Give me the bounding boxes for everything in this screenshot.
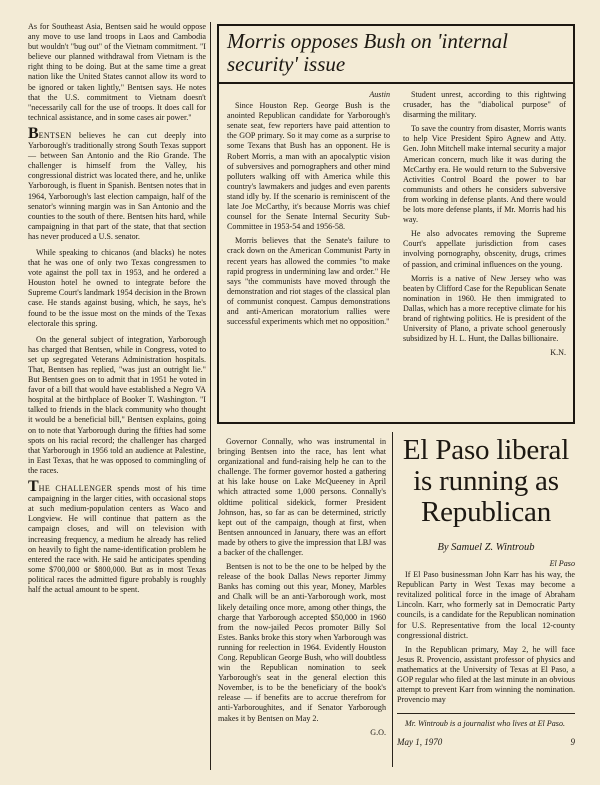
paragraph: On the general subject of integration, Yarborough has charged that Bentsen, while in Congress, voted to set up segregated Veterans Administration hospitals. That, Bentsen has replied, "was just an outright lie." But Bentsen goes on to admit that in 1951 he voted in favor of a bill that would have established a Negro VA hospital at the birthplace of Booker T. Washington. "I talked to friends in the black community who thought it would be a beneficial bill," Bentsen explains, going on to note that Yarborough during the fifties had some spots on his racial record; the challenger has charged that Yarborough in 1956 told an audience at Palestine, in East Texas, that he was opposed to commingling of the races. <box>28 334 206 475</box>
issue-date: May 1, 1970 <box>397 737 443 747</box>
box-header <box>219 26 573 84</box>
morris-sidebar-box <box>217 24 575 424</box>
author-note: Mr. Wintroub is a journalist who lives at El Paso. <box>405 719 566 729</box>
column-divider <box>392 432 393 767</box>
paragraph: Student unrest, according to this rightwing crusader, has the "diabolical purpose" of disarming the military. <box>403 90 566 120</box>
paragraph-text: spends most of his time campaigning in the larger cities, with occasional stops at such medium-population centers as Waco and Longview. He will continue that pattern as the campaign closes, and will on television with increasing frequency, a medium he already has relied on heavily to fight the name-identification problem he entered the race with. He said he anticipates spending some $700,000 or $800,000. But as in most Texas political races the admitted figure probably is roughly half the actual amount to be spent. <box>28 484 206 594</box>
paragraph: While speaking to chicanos (and blacks) he notes that he was one of only two Texas congressmen to vote against the poll tax in 1953, and he ordered a Houston hotel he owned to integrate before the Supreme Court's landmark 1954 decision in the Brown case. He stands against busing, which, he says, he's found to be the issue most on the minds of the Texas electorale this spring. <box>28 247 206 328</box>
morris-headline: Morris opposes Bush on 'internal security' issue <box>227 29 508 76</box>
elpaso-body <box>397 559 575 729</box>
bentsen-continued-column <box>218 437 386 738</box>
paragraph: To save the country from disaster, Morris wants to help Vice President Spiro Agnew and Atty. Gen. John Mitchell make internal security a major American concern, much like it was during the McCarthy era. He would return to the Subversive Activities Control Board the power to bar communists and others he considers subversive from working in defense plants. And there would be lots more defense plants, if Mr. Morris had his way. <box>403 124 566 225</box>
page-number: 9 <box>570 737 575 747</box>
drop-cap: B <box>28 124 39 142</box>
signature-line <box>403 348 566 358</box>
lead-in: HE CHALLENGER <box>38 484 113 494</box>
drop-cap: T <box>28 478 39 496</box>
page-footer <box>397 737 575 747</box>
paragraph: Bentsen is not to be the one to be helped by the release of the book Dallas News reporter Jimmy Banks has coming out this year, Money, Marbles and Chalk will be an anti-Yarborough work, most likely detailing once more, among other things, the charge that Yarborough accepted $50,000 in 1960 from the now-jailed Pecos promoter Billy Sol Estes. Banks broke this story when Yarborough was running for reelection in 1964. Evidently Houston Cong. Republican George Bush, who will doubtless win the Republican nomination to seek Yarborough's seat in the general election this November, is to be the beneficiary of the book's release — if benefits are to accrue therefrom for anti-Yarboroughites, and if Senator Yarborough makes it by Bentsen on May 2. <box>218 562 387 723</box>
dateline: Austin <box>369 90 390 99</box>
paragraph <box>28 124 206 242</box>
paragraph: Morris is a native of New Jersey who was beaten by Clifford Case for the Republican Senate nomination in 1960. He then immigrated to Dallas, which has a more receptive climate for his brand of rightwing politics. He is president of the University of Plano, a private school generously subsidized by H. L. Hunt, the Dallas billionaire. <box>403 273 566 344</box>
paragraph-text: believes he can cut deeply into Yarborough's traditionally strong South Texas support — between San Antonio and the Rio Grande. The challenger is himself from the Valley, his congressional district was located there, and he, unlike Yarborough, is fluent in Spanish. Bentsen notes that in 1964, Yarborough's last election campaign, half of the senator's winning margin was in San Antonio and the counties to the south of there. Bentsen hits hard, while campaigning in that part of the state, that that section has never produced a U.S. senator. <box>28 130 206 241</box>
signature-line <box>218 728 386 738</box>
elpaso-article <box>397 435 575 729</box>
paragraph: Since Houston Rep. George Bush is the anointed Republican candidate for Yarborough's senate seat, few reporters have paid attention to the GOP primary. So it may come as a surprise to some Texans that Bush has an opponent. He is Robert Morris, a man with an apocalyptic vision of subversives and pornographers and other mind polluters walking off with America while this country's lawmakers and judges and even parents stand idly by. If the scenario is reminiscent of the late Joe McCarthy, it's because Morris was chief counsel for the Senate Internal Security Sub-Committee in 1953-54 and 1956-58. <box>227 101 390 232</box>
divider <box>397 713 575 714</box>
paragraph: Governor Connally, who was instrumental in bringing Bentsen into the race, has lent what organizational and fund-raising help he can to the challenge. The former governor hosted a gathering at his lake house on Lake McQueeney in April which attracted some 1,000 persons. Connally's oldtime political sidekick, former President Johnson, has, so far as can be determined, strictly kept out of the campaign, though at first, when Bentsen announced in January, there was an effort made by others to give the impression that LBJ was a backer of the challenger. <box>218 437 386 558</box>
column-divider <box>210 22 211 770</box>
elpaso-headline: El Paso liberal is running as Republican <box>402 434 570 528</box>
morris-column-2 <box>403 90 566 358</box>
paragraph <box>28 478 206 595</box>
author-initials: K.N. <box>550 348 566 358</box>
dateline: El Paso <box>549 559 575 568</box>
bentsen-article-column <box>28 22 206 601</box>
morris-column-1 <box>227 90 390 331</box>
paragraph: He also advocates removing the Supreme Court's appellate jurisdiction from cases involving pornography, obscenity, drugs, crimes of passion, and criminal influences on the young. <box>403 229 566 269</box>
paragraph: As for Southeast Asia, Bentsen said he would oppose any move to use land troops in Laos and Cambodia but wouldn't "bug out" of the Vietnam commitment. "I believe our planned withdrawal from Vietnam is the right thing to be doing. But at the same time a great nation like the United States cannot allow its word to be ignored or taken lightly," Bentsen says. He notes that the U.S. commitment to Vietnam doesn't "necessarily call for the use of troops. It does call for technical assistance, and in some cases air power." <box>28 22 206 122</box>
paragraph: If El Paso businessman John Karr has his way, the Republican Party in West Texas may become a revitalized political force in the image of Abraham Lincoln. Karr, who formerly sat in Democratic Party councils, is a candidate for the Republican nomination for U.S. Representative from the local 12-county congressional district. <box>397 570 575 640</box>
paragraph: Morris believes that the Senate's failure to crack down on the American Communist Party in recent years has allowed the commies "to make rapid progress in undermining law and order." He says "the communists have moved through the demonstration and riot stages of the classical plan of communist conquest. Campus demonstrations and anti-American moratorium rallies were successful experiments which met no opposition." <box>227 236 390 327</box>
paragraph: In the Republican primary, May 2, he will face Jesus R. Provencio, assistant professor of physics and mathematics at the University of Texas at El Paso, a GOP regular who filed at the last minute in an obvious attempt to prevent Karr from winning the nomination. Provencio may <box>397 644 575 705</box>
byline: By Samuel Z. Wintroub <box>437 542 535 553</box>
lead-in: ENTSEN <box>38 130 72 140</box>
author-initials: G.O. <box>370 727 386 737</box>
